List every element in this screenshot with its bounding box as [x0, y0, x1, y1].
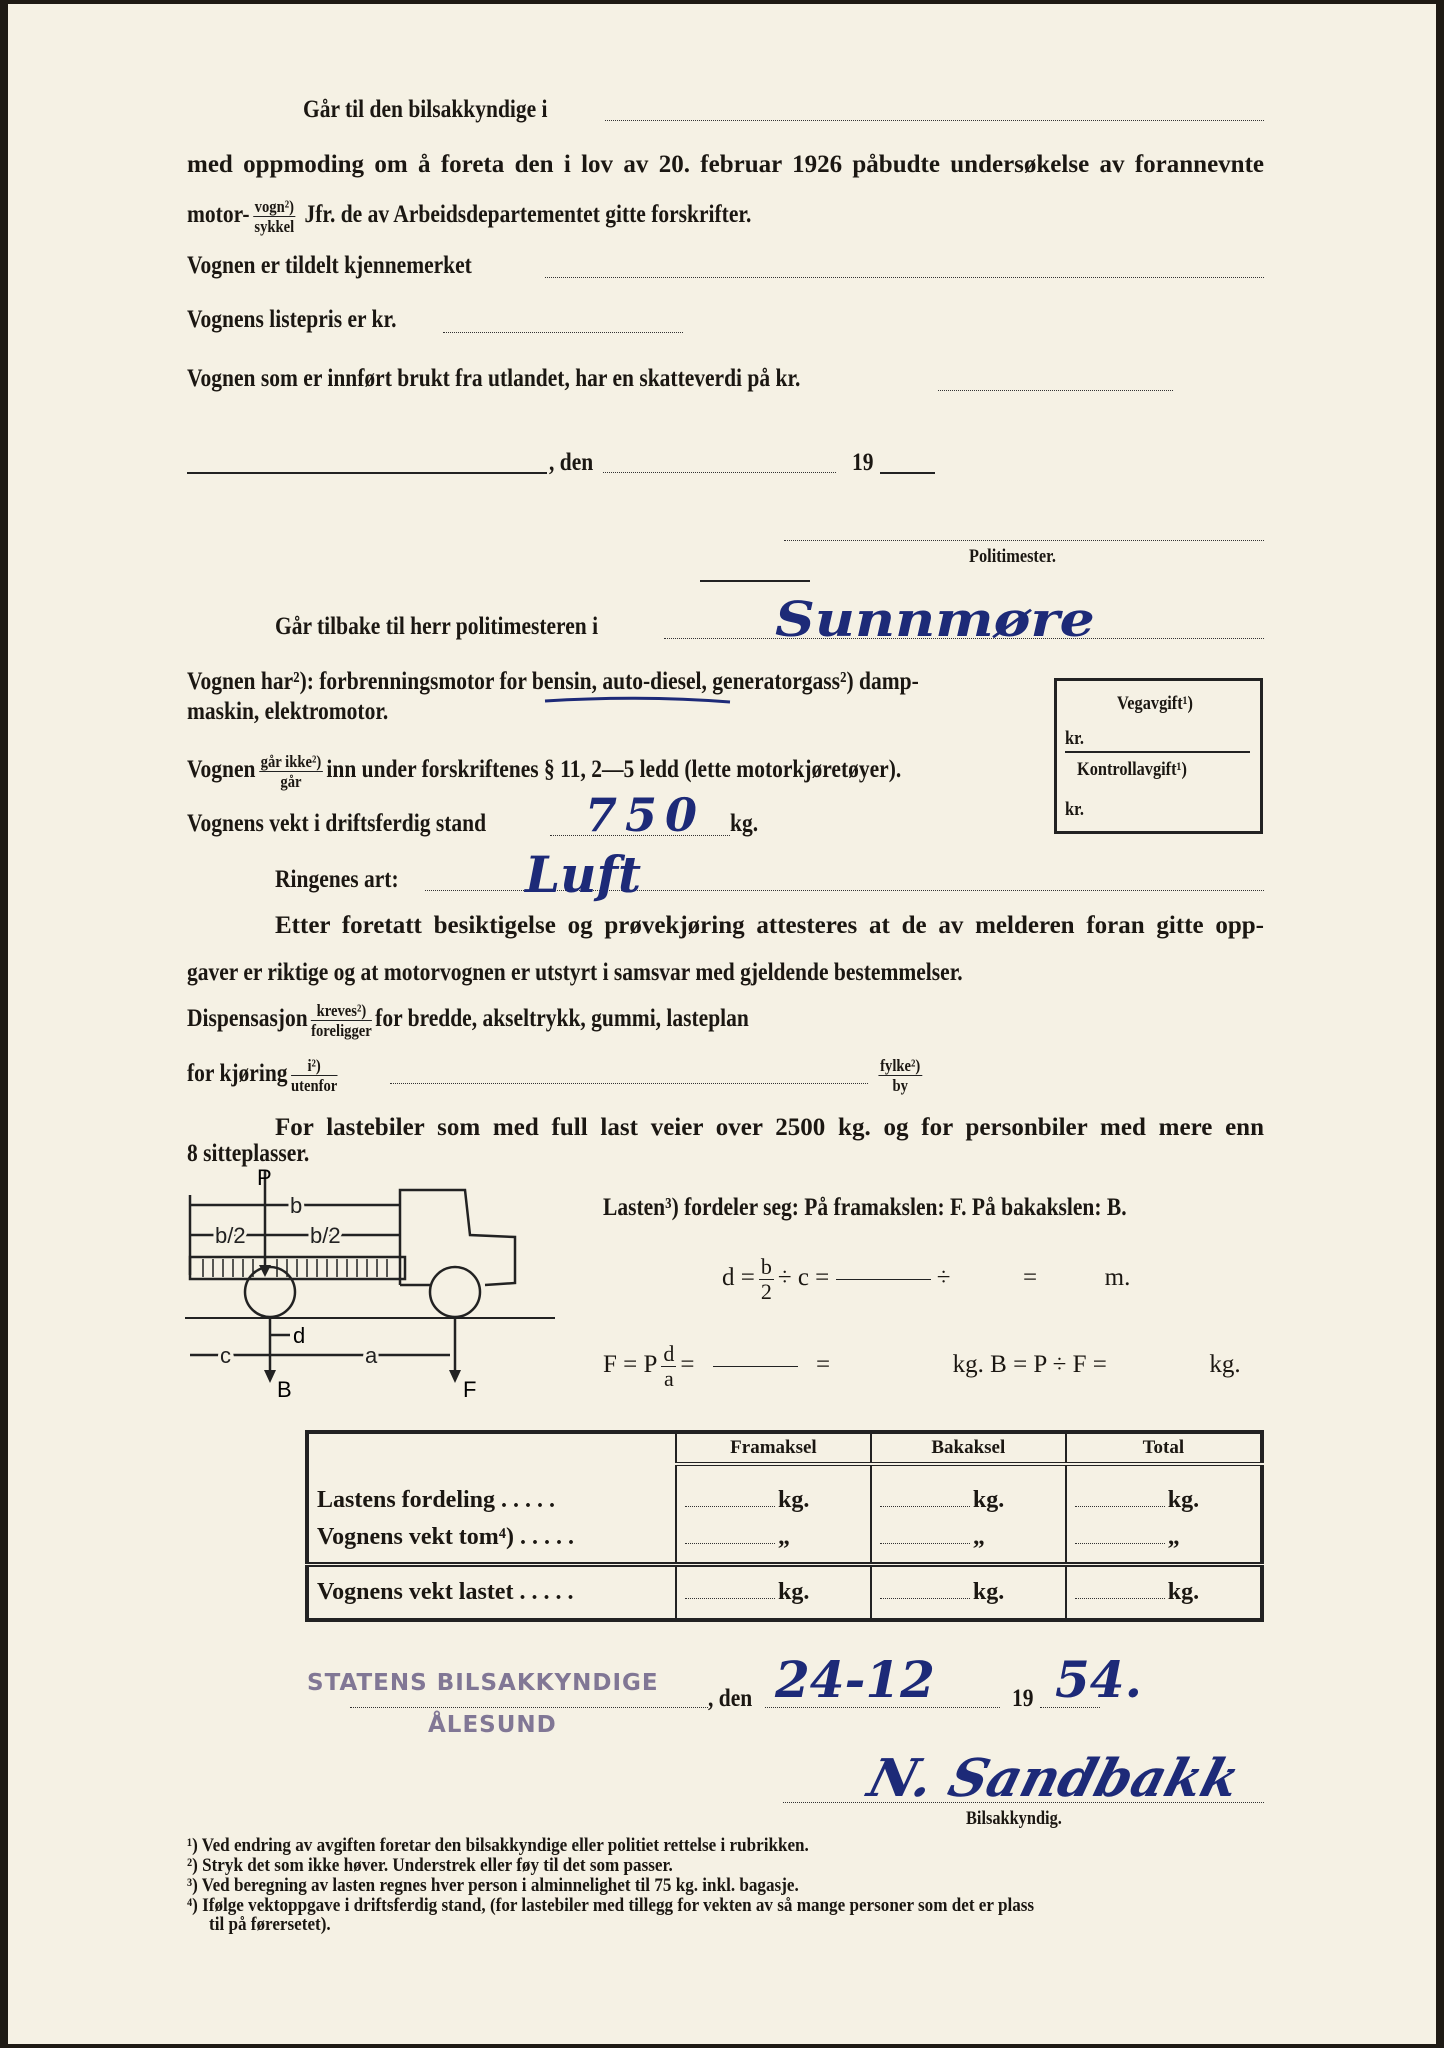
- footnote-4: ⁴) Ifølge vektoppgave i driftsferdig stand, (for lastebiler med tillegg for vekten av så mange personer som det er plass: [187, 1895, 1035, 1916]
- unit: „: [972, 1524, 985, 1551]
- unit: „: [1167, 1524, 1180, 1551]
- value-field[interactable]: [1075, 1543, 1165, 1544]
- unit: kg.: [972, 1578, 1005, 1605]
- value-field[interactable]: [1075, 1506, 1165, 1507]
- recipient-label: Går til den bilsakkyndige i: [303, 96, 548, 123]
- table-corner: [307, 1432, 676, 1464]
- attestation-line2: gaver er riktige og at motorvognen er utstyrt i samsvar med gjeldende bestemmelser.: [187, 959, 963, 986]
- table-row: [307, 1564, 1262, 1620]
- place-field[interactable]: [187, 472, 547, 474]
- unit: „: [778, 1524, 790, 1551]
- return-label: Går tilbake til herr politimesteren i: [275, 613, 599, 640]
- light-vehicle-text: inn under forskriftenes § 11, 2—5 ledd (lette motorkjøretøyer).: [326, 756, 902, 784]
- frac-sykkel: sykkel: [254, 217, 295, 236]
- diagram-label-F: F: [463, 1377, 477, 1402]
- dispensation-text: for bredde, akseltrykk, gummi, lasteplan: [375, 1005, 749, 1033]
- tyres-value-handwritten: Luft: [525, 845, 642, 904]
- diagram-label-b-half-left: b/2: [215, 1223, 246, 1248]
- inspection-fee-label: Kontrollavgift¹): [1077, 759, 1187, 780]
- row-label: Vognens vekt tom⁴) . . . . .: [317, 1524, 574, 1551]
- frac-gaar: går: [280, 772, 302, 791]
- listprice-field[interactable]: [443, 332, 683, 333]
- light-vehicle-line: [187, 752, 901, 791]
- road-tax-field[interactable]: [1065, 751, 1250, 753]
- f-frac-a: a: [664, 1366, 674, 1391]
- truck-line2: 8 sitteplasser.: [187, 1140, 310, 1167]
- office-field[interactable]: [350, 1707, 708, 1708]
- motor-prefix: motor-: [187, 201, 250, 229]
- registration-field[interactable]: [545, 277, 1264, 278]
- recipient-field[interactable]: [605, 120, 1264, 121]
- listprice-label: Vognens listepris er kr.: [187, 306, 397, 333]
- f-eq1: =: [680, 1351, 695, 1379]
- motor-type-line2: maskin, elektromotor.: [187, 698, 389, 725]
- stamp-line2: ÅLESUND: [428, 1712, 557, 1738]
- f-kg-b-formula: kg. B = P ÷ F =: [952, 1351, 1107, 1379]
- diagram-label-c: c: [220, 1343, 231, 1368]
- diagram-label-b: b: [290, 1193, 303, 1218]
- inspection-fee-kr: kr.: [1065, 799, 1084, 820]
- motor-type-line1: Vognen har²): forbrenningsmotor for bensin, auto-diesel, generatorgass²) damp-: [187, 668, 919, 695]
- taxvalue-label: Vognen som er innført brukt fra utlandet, har en skatteverdi på kr.: [187, 365, 801, 392]
- d-formula-unit: m.: [1104, 1264, 1131, 1292]
- weight-value-handwritten: 750: [585, 788, 706, 842]
- signoff-year-handwritten: 54.: [1055, 1650, 1142, 1709]
- return-value-handwritten: Sunnmøre: [775, 592, 1095, 648]
- unit: kg.: [778, 1487, 810, 1513]
- weight-unit: kg.: [730, 810, 759, 837]
- value-field[interactable]: [685, 1543, 775, 1544]
- diagram-label-a: a: [365, 1343, 378, 1368]
- request-text: med oppmoding om å foreta den i lov av 20. februar 1926 påbudte undersøkelse av forannevnte: [187, 151, 1264, 178]
- frac-fylke: fylke²): [880, 1056, 921, 1075]
- unit: kg.: [1167, 1487, 1200, 1513]
- attestation-line1: Etter foretatt besiktigelse og prøvekjøring attesteres at de av melderen foran gitte opp-: [275, 912, 1264, 939]
- signer-title: Bilsakkyndig.: [966, 1808, 1062, 1829]
- d-frac-2: 2: [760, 1279, 772, 1304]
- f-formula-left: F = P: [603, 1351, 658, 1379]
- diagram-label-B: B: [277, 1377, 292, 1402]
- frac-kreves: kreves²): [311, 1001, 372, 1021]
- table-header: Total: [1066, 1432, 1262, 1464]
- truck-line1: For lastebiler som med full last veier over 2500 kg. og for personbiler med mere enn: [275, 1114, 1264, 1141]
- dispensation-label: Dispensasjon: [187, 1005, 308, 1033]
- frac-foreligger: foreligger: [311, 1021, 372, 1040]
- unit: kg.: [972, 1487, 1005, 1513]
- value-field[interactable]: [880, 1506, 970, 1507]
- footnote-4-cont: til på førersetet).: [209, 1914, 331, 1935]
- d-formula-left: d =: [722, 1264, 755, 1292]
- registration-label: Vognen er tildelt kjennemerket: [187, 252, 472, 279]
- b-kg: kg.: [1209, 1351, 1241, 1379]
- unit: kg.: [1167, 1578, 1200, 1605]
- road-tax-label: Vegavgift¹): [1117, 693, 1194, 714]
- regulations-text: Jfr. de av Arbeidsdepartementet gitte forskrifter.: [304, 201, 752, 229]
- value-field[interactable]: [880, 1598, 970, 1599]
- county-frac: [875, 1056, 925, 1095]
- row-label: Lastens fordeling . . . . .: [317, 1487, 556, 1513]
- footnote-1: ¹) Ved endring av avgiften foretar den bilsakkyndige eller politiet rettelse i rubrikken.: [187, 1835, 809, 1856]
- weight-label: Vognens vekt i driftsferdig stand: [187, 810, 487, 837]
- value-field[interactable]: [685, 1598, 775, 1599]
- taxvalue-field[interactable]: [938, 390, 1173, 391]
- date-field[interactable]: [603, 472, 836, 473]
- driving-line: [187, 1056, 341, 1095]
- signoff-year-prefix: 19: [1012, 1685, 1034, 1712]
- d-formula: [722, 1255, 1130, 1304]
- handwritten-underline: [540, 693, 740, 707]
- frac-i: i²): [291, 1056, 337, 1076]
- diagram-label-b-half-right: b/2: [310, 1223, 341, 1248]
- driving-label: for kjøring: [187, 1060, 288, 1088]
- signoff-date-handwritten: 24-12: [775, 1650, 935, 1709]
- value-field[interactable]: [880, 1543, 970, 1544]
- frac-vogn: vogn²): [254, 197, 294, 216]
- signature-handwritten: N. Sandbakk: [861, 1748, 1247, 1809]
- d-frac-b: b: [760, 1254, 772, 1279]
- stamp-line1: STATENS BILSAKKYNDIGE: [307, 1670, 659, 1696]
- politimester-signature-field[interactable]: [784, 540, 1264, 541]
- signoff-den-label: , den: [708, 1685, 753, 1712]
- f-eq2: =: [816, 1351, 831, 1379]
- vehicle-type-line: [187, 197, 751, 236]
- frac-gaar-ikke: går ikke²): [260, 752, 322, 771]
- value-field[interactable]: [1075, 1598, 1165, 1599]
- diagram-label-P: P: [257, 1165, 272, 1190]
- truck-load-diagram: [185, 1165, 565, 1405]
- d-formula-div: ÷: [936, 1264, 951, 1292]
- gaar-prefix: Vognen: [187, 756, 256, 784]
- tyres-label: Ringenes art:: [275, 866, 399, 893]
- value-field[interactable]: [685, 1506, 775, 1507]
- road-tax-kr: kr.: [1065, 728, 1084, 749]
- politimester-label: Politimester.: [969, 546, 1056, 567]
- date-den-label: , den: [549, 449, 594, 476]
- footnote-3: ³) Ved beregning av lasten regnes hver person i alminnelighet til 75 kg. inkl. bagasje.: [187, 1875, 799, 1896]
- table-header: Bakaksel: [871, 1432, 1066, 1464]
- row-label: Vognens vekt lastet . . . . .: [317, 1578, 574, 1605]
- fee-box: [1054, 678, 1263, 834]
- year-prefix: 19: [852, 449, 874, 476]
- frac-utenfor: utenfor: [290, 1076, 338, 1095]
- table-row: [307, 1464, 1262, 1514]
- driving-area-field[interactable]: [390, 1083, 868, 1084]
- d-value-field[interactable]: [836, 1279, 931, 1280]
- divider: [700, 580, 810, 582]
- dispensation-line: [187, 1001, 749, 1040]
- frac-by: by: [892, 1076, 908, 1095]
- footnote-2: ²) Stryk det som ikke høver. Understrek eller føy til det som passer.: [187, 1855, 673, 1876]
- f-value-field[interactable]: [713, 1366, 798, 1367]
- unit: kg.: [778, 1578, 810, 1605]
- table-header: Framaksel: [676, 1432, 871, 1464]
- diagram-label-d: d: [293, 1323, 306, 1348]
- year-field[interactable]: [880, 472, 935, 474]
- f-formula: [603, 1342, 1241, 1391]
- d-formula-mid: ÷ c =: [777, 1264, 830, 1292]
- load-distribution-text: Lasten³) fordeler seg: På framakslen: F. På bakakslen: B.: [603, 1194, 1127, 1221]
- f-frac-d: d: [663, 1341, 675, 1366]
- axle-load-table: [305, 1430, 1264, 1622]
- d-formula-eq: =: [1023, 1264, 1038, 1292]
- table-row: [307, 1514, 1262, 1564]
